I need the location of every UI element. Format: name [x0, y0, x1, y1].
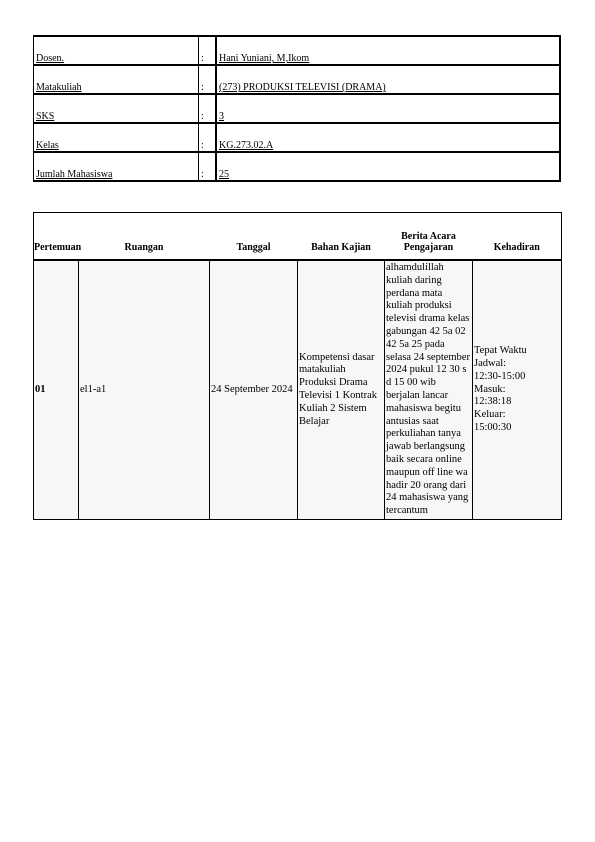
info-label: Jumlah Mahasiswa [36, 169, 113, 180]
cell-tanggal: 24 September 2024 [210, 260, 298, 519]
info-label: SKS [36, 111, 55, 122]
info-label: Dosen. [36, 53, 65, 64]
info-value: (273) PRODUKSI TELEVISI (DRAMA) [219, 82, 386, 93]
info-row-sks [34, 94, 561, 123]
info-separator: : [199, 123, 217, 152]
info-separator: : [199, 152, 217, 181]
info-separator: : [199, 94, 217, 123]
info-separator: : [199, 36, 217, 65]
info-value: KG.273.02.A [219, 140, 274, 151]
cell-berita-acara: alhamdulillah kuliah daring perdana mata kuliah produksi televisi drama kelas gabungan 42 5a 02 42 5a 25 pada selasa 24 september 2024 pukul 12 30 s d 15 00 wib berjalan lancar mahasiswa begitu antusias saat perkuliahan tanya jawab berlangsung baik secara online maupun off line wa hadir 20 orang dari 24 mahasiswa yang tercantum [385, 260, 473, 519]
info-value: 3 [219, 111, 224, 122]
info-row-kelas [34, 123, 561, 152]
header-tanggal: Tanggal [210, 213, 298, 261]
info-label: Kelas [36, 140, 59, 151]
info-row-matakuliah [34, 65, 561, 94]
info-value: 25 [219, 169, 229, 180]
cell-ruangan: el1-a1 [79, 260, 210, 519]
table-row [34, 260, 562, 519]
info-label: Matakuliah [36, 82, 82, 93]
header-ruangan: Ruangan [79, 213, 210, 261]
cell-bahan-kajian: Kompetensi dasar matakuliah Produksi Drama Televisi 1 Kontrak Kuliah 2 Sistem Belajar [298, 260, 385, 519]
info-value: Hani Yuniani, M,Ikom [219, 53, 310, 64]
attendance-table [33, 212, 562, 520]
info-row-jumlah-mahasiswa [34, 152, 561, 181]
attendance-header-row [34, 213, 562, 261]
header-bahan-kajian: Bahan Kajian [298, 213, 385, 261]
info-row-dosen [34, 36, 561, 65]
header-kehadiran: Kehadiran [473, 213, 562, 261]
info-separator: : [199, 65, 217, 94]
course-info-table [33, 35, 561, 182]
header-berita-acara: Berita Acara Pengajaran [385, 213, 473, 261]
cell-kehadiran: Tepat Waktu Jadwal: 12:30-15:00 Masuk: 12:38:18 Keluar: 15:00:30 [473, 260, 562, 519]
header-pertemuan: Pertemuan [34, 213, 79, 261]
cell-pertemuan: 01 [34, 260, 79, 519]
